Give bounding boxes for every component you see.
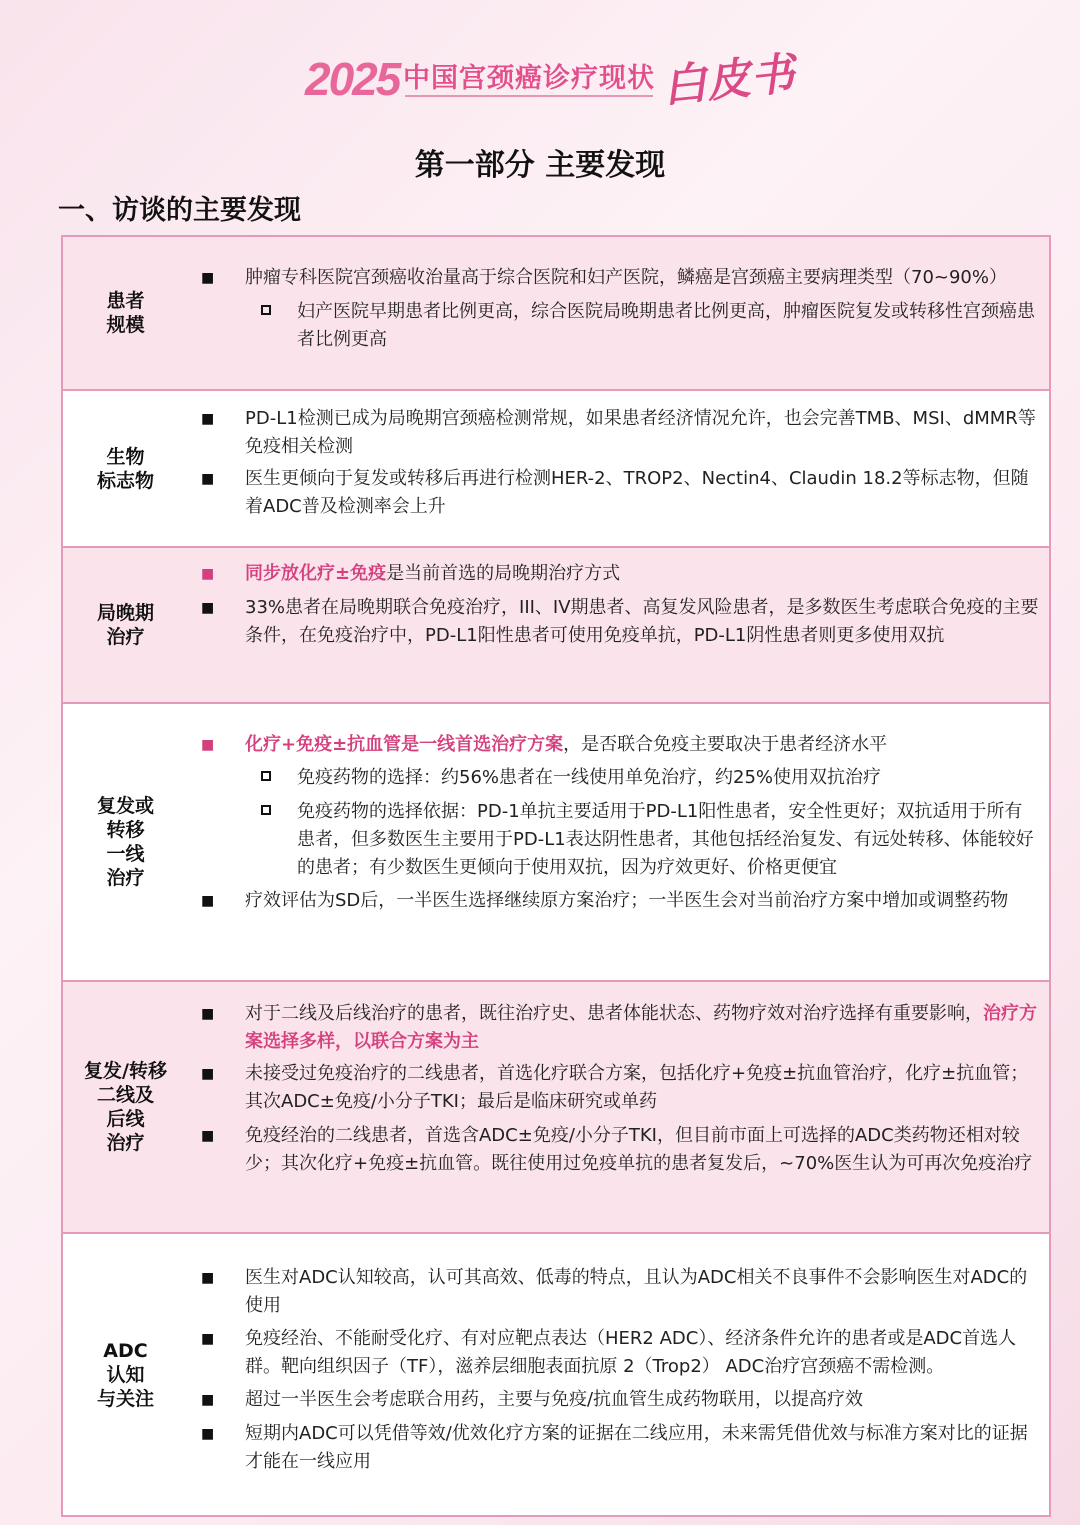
list-item: ■ 医生对ADC认知较高，认可其高效、低毒的特点，且认为ADC相关不良事件不会影响医生对ADC的使用 — [245, 1264, 1039, 1320]
square-bullet-icon: ■ — [201, 1426, 215, 1442]
row-label: 复发或 转移 一线 治疗 — [96, 795, 154, 889]
square-bullet-icon: ■ — [201, 1128, 215, 1144]
square-bullet-icon: ■ — [201, 1392, 215, 1408]
list-item: ■ 疗效评估为SD后，一半医生选择继续原方案治疗；一半医生会对当前治疗方案中增加或调整药物 — [245, 887, 1039, 915]
hollow-square-bullet-icon — [261, 805, 271, 815]
row-second-line-treatment — [63, 982, 1049, 1234]
square-bullet-icon: ■ — [201, 471, 215, 487]
sub-list-item: 免疫药物的选择依据：PD-1单抗主要适用于PD-L1阳性患者，安全性更好；双抗适用于所有患者，但多数医生主要用于PD-L1表达阴性患者，其他包括经治复发、有远处转移、体能较好的患者；有少数医生更倾向于使用双抗，因为疗效更好、价格更便宜 — [297, 798, 1039, 882]
brand-year: 2025 — [305, 53, 400, 105]
row-label: 生物 标志物 — [96, 445, 154, 492]
row-label: 患者 规模 — [106, 290, 145, 336]
list-item: ■ 同步放化疗±免疫是当前首选的局晚期治疗方式 — [245, 560, 1039, 588]
sub-list-item: 妇产医院早期患者比例更高，综合医院局晚期患者比例更高，肿瘤医院复发或转移性宫颈癌患者比例更高 — [297, 298, 1039, 354]
whitepaper-brand — [300, 42, 800, 112]
list-item: ■ 医生更倾向于复发或转移后再进行检测HER-2、TROP2、Nectin4、Claudin 18.2等标志物，但随着ADC普及检测率会上升 — [245, 465, 1039, 521]
row-label: ADC 认知 与关注 — [96, 1339, 154, 1410]
list-item: ■ 对于二线及后线治疗的患者，既往治疗史、患者体能状态、药物疗效对治疗选择有重要影响，治疗方案选择多样，以联合方案为主 — [245, 1000, 1039, 1056]
brand-underline — [405, 95, 653, 97]
sub-list-item: 免疫药物的选择：约56%患者在一线使用单免治疗，约25%使用双抗治疗 — [297, 764, 1039, 792]
findings-table — [61, 235, 1051, 1517]
section-title: 一、访谈的主要发现 — [58, 195, 301, 226]
list-item: ■ 化疗+免疫±抗血管是一线首选治疗方案，是否联合免疫主要取决于患者经济水平 — [245, 731, 1039, 759]
hollow-square-bullet-icon — [261, 305, 271, 315]
page-title: 第一部分 主要发现 — [414, 148, 666, 183]
row-label: 局晚期 治疗 — [96, 602, 154, 648]
square-bullet-icon: ■ — [201, 737, 215, 753]
list-item: ■ 33%患者在局晚期联合免疫治疗，III、IV期患者、高复发风险患者，是多数医生考虑联合免疫的主要条件，在免疫治疗中，PD-L1阳性患者可使用免疫单抗，PD-L1阴性患者则更多使用双抗 — [245, 594, 1039, 650]
row-biomarkers — [63, 391, 1049, 548]
row-label: 复发/转移 二线及 后线 治疗 — [84, 1060, 167, 1154]
square-bullet-icon: ■ — [201, 600, 215, 616]
square-bullet-icon: ■ — [201, 1006, 215, 1022]
row-adc-awareness — [63, 1234, 1049, 1515]
list-item: ■ 超过一半医生会考虑联合用药，主要与免疫/抗血管生成药物联用，以提高疗效 — [245, 1386, 1039, 1414]
square-bullet-icon: ■ — [201, 566, 215, 582]
row-patient-scale — [63, 237, 1049, 391]
square-bullet-icon: ■ — [201, 270, 215, 286]
square-bullet-icon: ■ — [201, 1270, 215, 1286]
list-item: ■ 肿瘤专科医院宫颈癌收治量高于综合医院和妇产医院，鳞癌是宫颈癌主要病理类型（70~90%） — [245, 264, 1039, 292]
brand-script-logo: 白皮书 — [660, 48, 797, 113]
square-bullet-icon: ■ — [201, 893, 215, 909]
list-item: ■ 免疫经治的二线患者，首选含ADC±免疫/小分子TKI，但目前市面上可选择的ADC类药物还相对较少；其次化疗+免疫±抗血管。既往使用过免疫单抗的患者复发后，~70%医生认为可再次免疫治疗 — [245, 1122, 1039, 1178]
list-item: ■ PD-L1检测已成为局晚期宫颈癌检测常规，如果患者经济情况允许，也会完善TMB、MSI、dMMR等免疫相关检测 — [245, 405, 1039, 461]
square-bullet-icon: ■ — [201, 1331, 215, 1347]
list-item: ■ 免疫经治、不能耐受化疗、有对应靶点表达（HER2 ADC）、经济条件允许的患者或是ADC首选人群。靶向组织因子（TF），滋养层细胞表面抗原 2（Trop2） ADC治疗宫颈癌不需检测。 — [245, 1325, 1039, 1381]
square-bullet-icon: ■ — [201, 411, 215, 427]
hollow-square-bullet-icon — [261, 771, 271, 781]
list-item: ■ 短期内ADC可以凭借等效/优效化疗方案的证据在二线应用，未来需凭借优效与标准方案对比的证据才能在一线应用 — [245, 1420, 1039, 1476]
row-locally-advanced-treatment — [63, 548, 1049, 704]
row-first-line-treatment — [63, 704, 1049, 982]
list-item: ■ 未接受过免疫治疗的二线患者，首选化疗联合方案，包括化疗+免疫±抗血管治疗，化疗±抗血管；其次ADC±免疫/小分子TKI；最后是临床研究或单药 — [245, 1060, 1039, 1116]
square-bullet-icon: ■ — [201, 1066, 215, 1082]
brand-title: 中国宫颈癌诊疗现状 — [403, 63, 655, 94]
